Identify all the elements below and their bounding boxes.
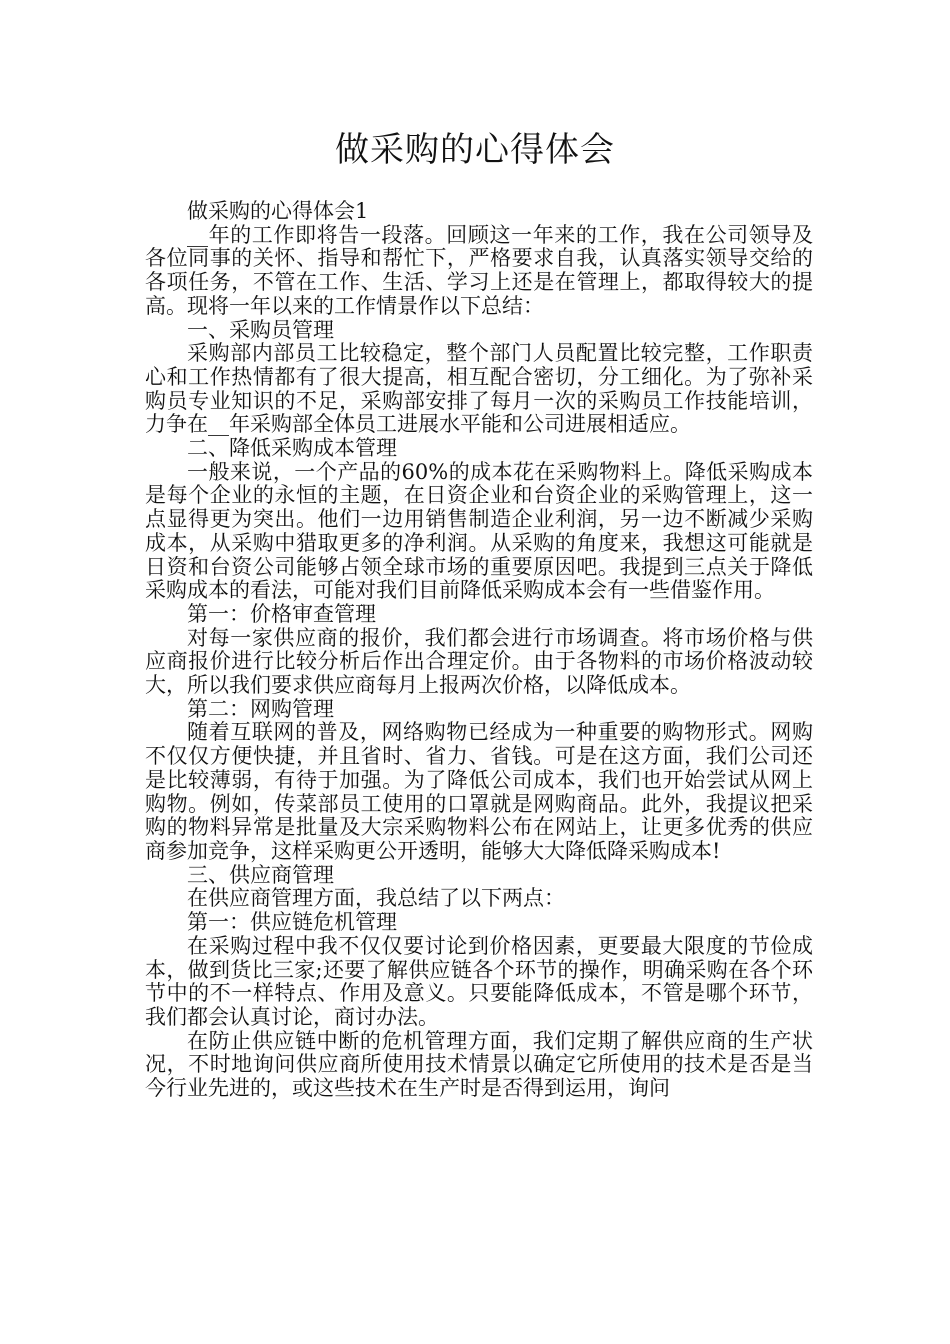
heading-cost-reduction: 二、降低采购成本管理 bbox=[187, 436, 397, 461]
heading-price-review: 第一：价格审查管理 bbox=[187, 601, 376, 626]
paragraph-supply-chain-1: 在采购过程中我不仅仅要讨论到价格因素，更要最大限度的节俭成本，做到货比三家;还要了解供应链各个环节的操作，明确采购在各个环节中的不一样特点、作用及意义。只要能降低成本，不管是哪个环节，我们都会认真讨论，商讨办法。 bbox=[145, 933, 813, 1029]
paragraph-online-purchase: 随着互联网的普及，网络购物已经成为一种重要的购物形式。网购不仅仅方便快捷，并且省时、省力、省钱。可是在这方面，我们公司还是比较薄弱，有待于加强。为了降低公司成本，我们也开始尝试从网上购物。例如，传菜部员工使用的口罩就是网购商品。此外，我提议把采购的物料异常是批量及大宗采购物料公布在网站上，让更多优秀的供应商参加竞争，这样采购更公开透明，能够大大降低降采购成本! bbox=[145, 720, 813, 863]
section-subtitle: 做采购的心得体会1 bbox=[187, 199, 369, 223]
paragraph-price-review: 对每一家供应商的报价，我们都会进行市场调查。将市场价格与供应商报价进行比较分析后作出合理定价。由于各物料的市场价格波动较大，所以我们要求供应商每月上报两次价格，以降低成本。 bbox=[145, 625, 813, 698]
heading-supplier-management: 三、供应商管理 bbox=[187, 862, 334, 887]
heading-supply-chain-crisis: 第一：供应链危机管理 bbox=[187, 910, 397, 935]
paragraph-supply-chain-2: 在防止供应链中断的危机管理方面，我们定期了解供应商的生产状况，不时地询问供应商所使用技术情景以确定它所使用的技术是否是当今行业先进的，或这些技术在生产时是否得到运用，询问 bbox=[145, 1028, 813, 1101]
document-title: 做采购的心得体会 bbox=[335, 130, 615, 170]
document-body bbox=[145, 200, 813, 1101]
heading-buyer-management: 一、采购员管理 bbox=[187, 317, 334, 342]
paragraph-cost-reduction: 一般来说，一个产品的60%的成本花在采购物料上。降低采购成本是每个企业的永恒的主题，在日资企业和台资企业的采购管理上，这一点显得更为突出。他们一边用销售制造企业利润，另一边不断减少采购成本，从采购中猎取更多的净利润。从采购的角度来，我想这可能就是日资和台资公司能够占领全球市场的重要原因吧。我提到三点关于降低采购成本的看法，可能对我们目前降低采购成本会有一些借鉴作用。 bbox=[145, 459, 813, 603]
heading-online-purchase: 第二：网购管理 bbox=[187, 696, 334, 721]
paragraph-supplier-summary: 在供应商管理方面，我总结了以下两点： bbox=[187, 886, 565, 911]
paragraph-buyer-management: 采购部内部员工比较稳定，整个部门人员配置比较完整，工作职责心和工作热情都有了很大提高，相互配合密切，分工细化。为了弥补采购员专业知识的不足，采购部安排了每月一次的采购员工作技能培训，力争在__年采购部全体员工进展水平能和公司进展相适应。 bbox=[145, 341, 813, 437]
paragraph-intro: __年的工作即将告一段落。回顾这一年来的工作，我在公司领导及各位同事的关怀、指导和帮忙下，严格要求自我，认真落实领导交给的各项任务，不管在工作、生活、学习上还是在管理上，都取得较大的提高。现将一年以来的工作情景作以下总结： bbox=[145, 222, 813, 318]
